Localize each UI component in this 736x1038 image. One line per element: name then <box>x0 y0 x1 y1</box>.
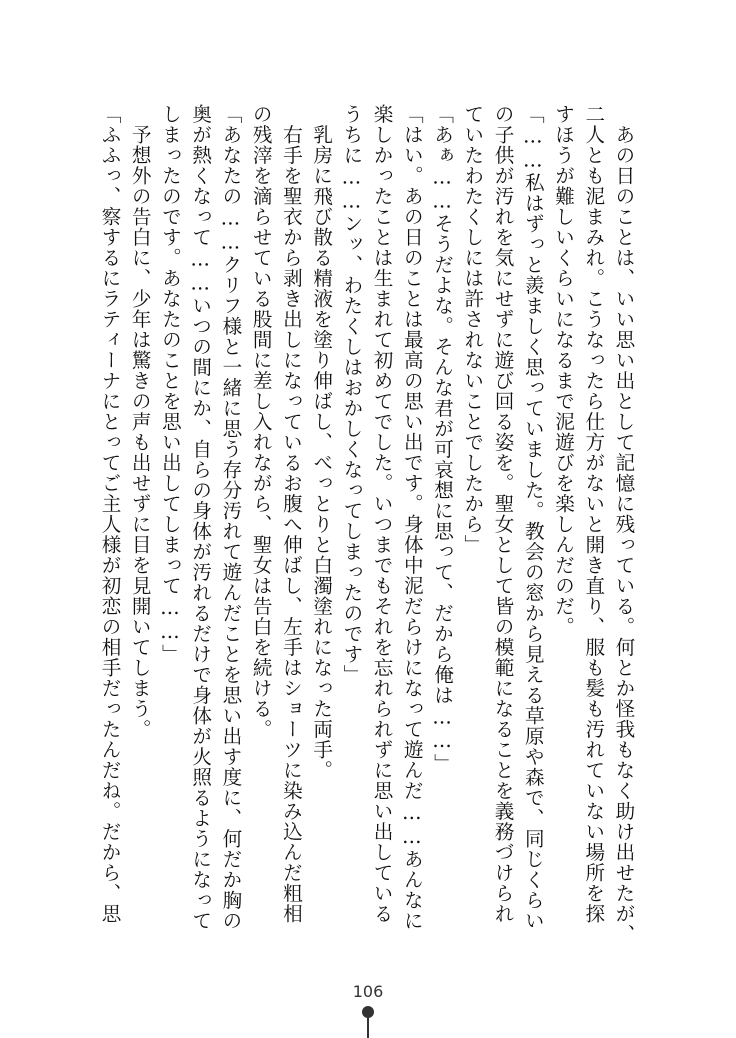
text-line: 「あなたの……クリフ様と一緒に思う存分汚れて遊んだことを思い出す度に、何だか胸の <box>218 104 242 931</box>
text-line: 乳房に飛び散る精液を塗り伸ばし、べっとりと白濁塗れになった両手。 <box>309 104 333 781</box>
page-marker-line <box>367 1017 369 1038</box>
text-line: あの日のことは、いい思い出として記憶に残っている。何とか怪我もなく助け出せたが、 <box>611 104 635 945</box>
text-line: 「あぁ……そうだよな。そんな君が可哀想に思って、だから俺は……」 <box>430 104 454 774</box>
text-line: 奥が熱くなって……いつの間にか、自らの身体が汚れるだけで身体が火照るようになって <box>188 104 212 931</box>
text-line: 「ふふっ、察するにラティーナにとってご主人様が初恋の相手だったんだね。だから、思 <box>98 104 121 924</box>
text-line: ていたわたくしには許されないことでしたから」 <box>460 104 484 555</box>
text-line: 「……私はずっと羨ましく思っていました。教会の窓から見える草原や森で、同じくらい <box>521 104 545 931</box>
text-line: の子供が汚れを気にせずに遊び回る姿を。聖女として皆の模範になることを義務づけられ <box>491 104 515 924</box>
text-line: 二人とも泥まみれ。こうなったら仕方がないと開き直り、服も髪も汚れていない場所を探 <box>581 104 605 924</box>
text-line: すほうが難しいくらいになるまで泥遊びを楽しんだのだ。 <box>551 104 575 637</box>
text-line: 「はい。あの日のことは最高の思い出です。身体中泥だらけになって遊んだ……あんなに <box>400 104 424 931</box>
text-line: 予想外の告白に、少年は驚きの声も出せずに目を見開いてしまう。 <box>128 104 152 740</box>
text-line: うちに……ンッ、わたくしはおかしくなってしまったのです」 <box>339 104 363 685</box>
text-line: の残滓を滴らせている股間に差し入れながら、聖女は告白を続ける。 <box>249 104 273 740</box>
page-number: 106 <box>352 982 384 1001</box>
text-line: しまったのです。あなたのことを思い出してしまって……」 <box>158 104 182 665</box>
text-line: 楽しかったことは生まれて初めてでした。いつまでもそれを忘れられずに思い出している <box>370 104 394 924</box>
text-line: 右手を聖衣から剥き出しになっているお腹へ伸ばし、左手はショーツに染み込んだ粗相 <box>279 104 303 924</box>
body-text <box>96 104 636 964</box>
